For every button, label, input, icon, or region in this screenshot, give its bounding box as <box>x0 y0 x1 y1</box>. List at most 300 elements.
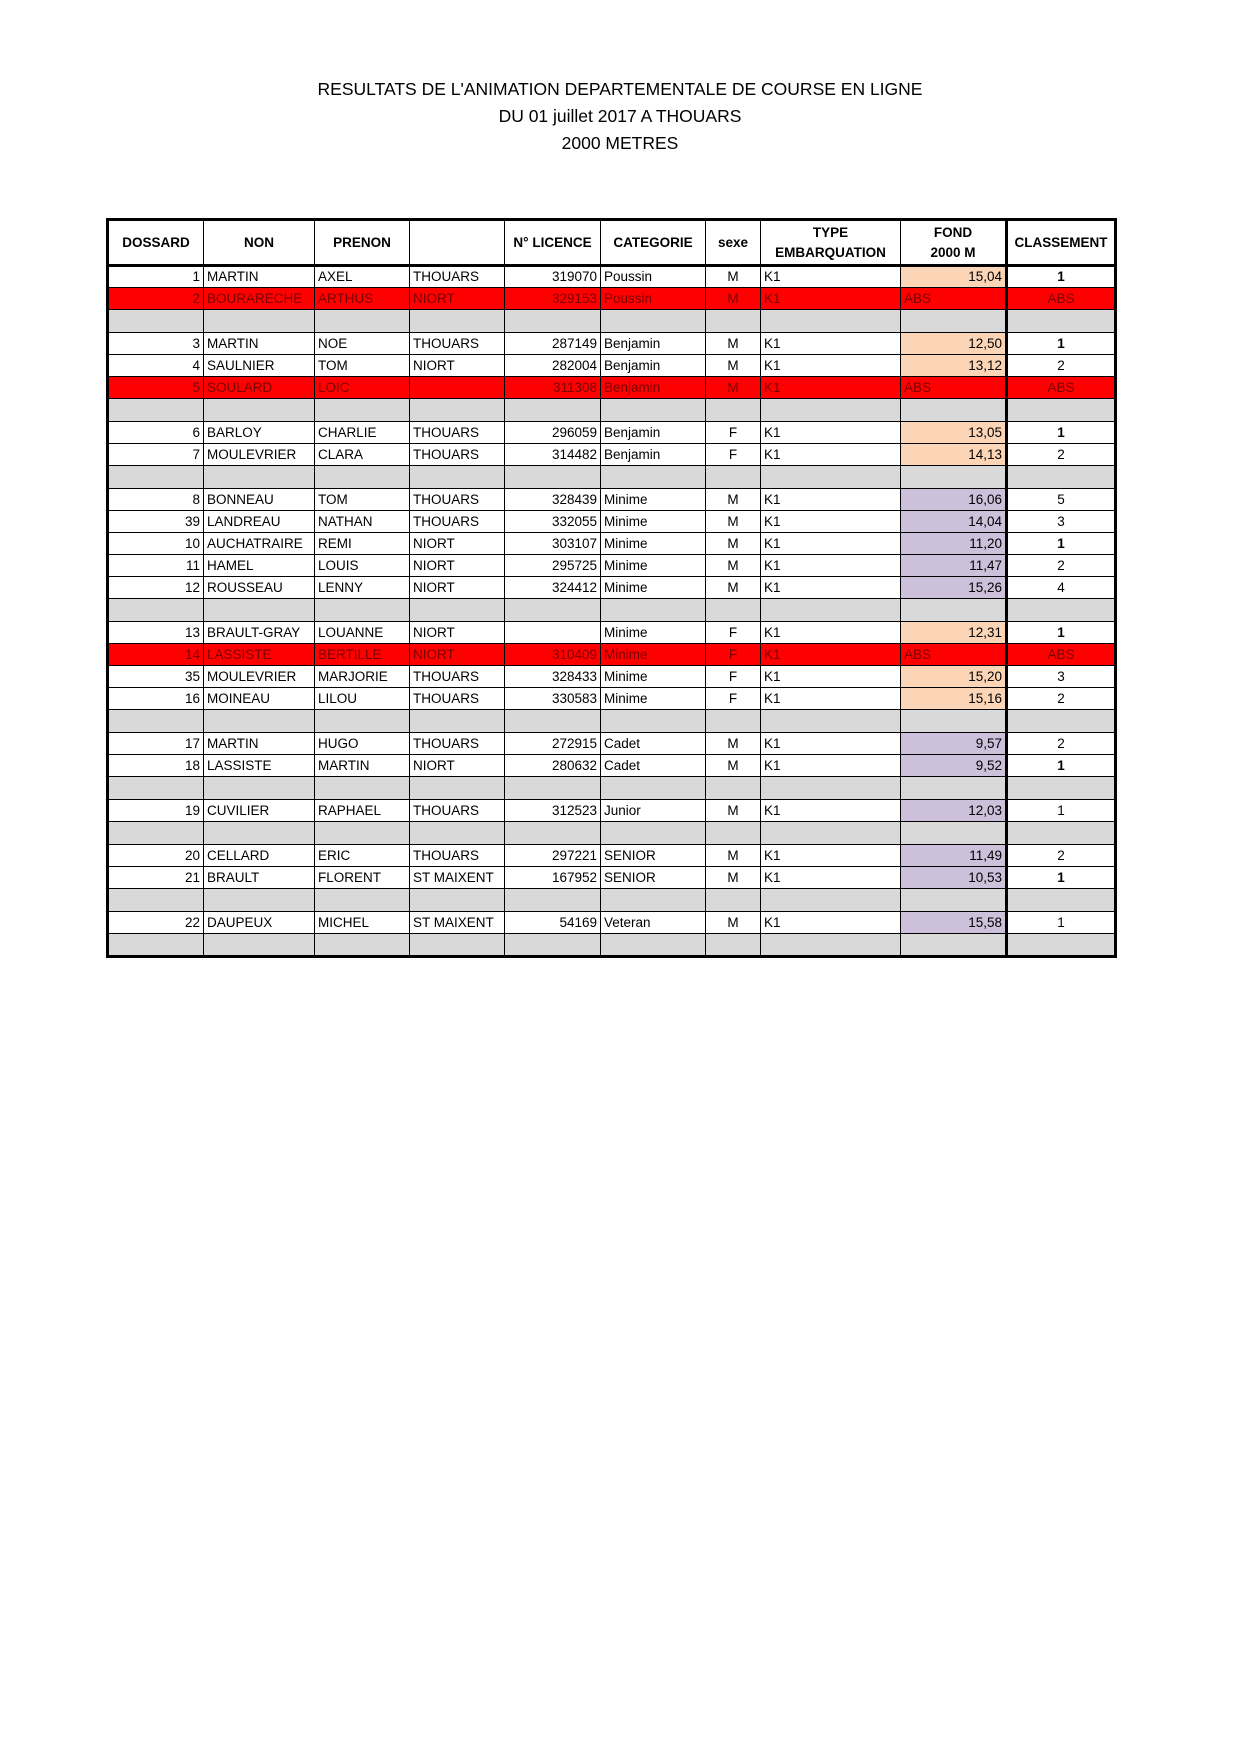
cell-licence: 319070 <box>505 266 601 288</box>
separator-cell <box>1007 310 1116 333</box>
separator-cell <box>1007 599 1116 622</box>
cell-classement: 1 <box>1007 422 1116 444</box>
separator-cell <box>204 934 315 957</box>
cell-type: K1 <box>761 355 901 377</box>
separator-cell <box>706 466 761 489</box>
cell-classement: ABS <box>1007 377 1116 399</box>
cell-classement: 5 <box>1007 489 1116 511</box>
cell-temps: 16,06 <box>901 489 1007 511</box>
cell-type: K1 <box>761 444 901 466</box>
cell-temps: 12,03 <box>901 800 1007 822</box>
title-line-3: 2000 METRES <box>561 133 679 153</box>
separator-row <box>108 310 1116 333</box>
cell-nom: HAMEL <box>204 555 315 577</box>
cell-classement: 2 <box>1007 688 1116 710</box>
separator-cell <box>108 777 204 800</box>
separator-cell <box>410 822 505 845</box>
cell-temps: 11,20 <box>901 533 1007 555</box>
cell-type: K1 <box>761 333 901 355</box>
separator-cell <box>315 466 410 489</box>
cell-nom: LASSISTE <box>204 644 315 666</box>
cell-licence: 328439 <box>505 489 601 511</box>
table-row <box>108 422 1116 444</box>
cell-nom: SOULARD <box>204 377 315 399</box>
header-classement: CLASSEMENT <box>1007 220 1116 266</box>
cell-temps: 11,47 <box>901 555 1007 577</box>
separator-cell <box>410 310 505 333</box>
separator-cell <box>706 399 761 422</box>
cell-temps: ABS <box>901 644 1007 666</box>
cell-type: K1 <box>761 489 901 511</box>
cell-categorie: Minime <box>601 688 706 710</box>
cell-categorie: SENIOR <box>601 867 706 889</box>
cell-nom: MOULEVRIER <box>204 444 315 466</box>
cell-temps: ABS <box>901 288 1007 310</box>
separator-cell <box>761 310 901 333</box>
separator-cell <box>410 399 505 422</box>
table-row <box>108 444 1116 466</box>
cell-licence: 295725 <box>505 555 601 577</box>
separator-row <box>108 710 1116 733</box>
cell-dossard: 6 <box>108 422 204 444</box>
header-club <box>410 220 505 266</box>
separator-cell <box>204 599 315 622</box>
separator-cell <box>410 777 505 800</box>
cell-classement: 1 <box>1007 622 1116 644</box>
cell-club: NIORT <box>410 555 505 577</box>
cell-dossard: 7 <box>108 444 204 466</box>
cell-dossard: 20 <box>108 845 204 867</box>
cell-classement: 1 <box>1007 867 1116 889</box>
separator-cell <box>601 599 706 622</box>
cell-categorie: Minime <box>601 644 706 666</box>
separator-cell <box>761 889 901 912</box>
cell-sexe: M <box>706 577 761 599</box>
header-fond-line-1: FOND <box>933 224 973 240</box>
table-row <box>108 355 1116 377</box>
separator-cell <box>505 399 601 422</box>
separator-cell <box>901 466 1007 489</box>
cell-licence: 330583 <box>505 688 601 710</box>
cell-club: NIORT <box>410 644 505 666</box>
cell-classement: 1 <box>1007 755 1116 777</box>
cell-classement: 1 <box>1007 533 1116 555</box>
cell-licence: 329153 <box>505 288 601 310</box>
cell-licence: 312523 <box>505 800 601 822</box>
cell-licence <box>505 622 601 644</box>
header-row <box>108 220 1116 266</box>
cell-club: ST MAIXENT <box>410 912 505 934</box>
separator-cell <box>108 599 204 622</box>
separator-cell <box>315 310 410 333</box>
cell-prenom: MICHEL <box>315 912 410 934</box>
cell-nom: MOULEVRIER <box>204 666 315 688</box>
cell-dossard: 11 <box>108 555 204 577</box>
cell-type: K1 <box>761 577 901 599</box>
cell-nom: LASSISTE <box>204 755 315 777</box>
cell-type: K1 <box>761 377 901 399</box>
cell-club: ST MAIXENT <box>410 867 505 889</box>
header-type-line-1: TYPE <box>812 224 849 240</box>
cell-prenom: HUGO <box>315 733 410 755</box>
header-fond-line-2: 2000 M <box>930 244 976 260</box>
cell-dossard: 1 <box>108 266 204 288</box>
cell-temps: 10,53 <box>901 867 1007 889</box>
table-row <box>108 555 1116 577</box>
cell-prenom: AXEL <box>315 266 410 288</box>
cell-classement: ABS <box>1007 288 1116 310</box>
cell-dossard: 10 <box>108 533 204 555</box>
cell-sexe: F <box>706 444 761 466</box>
cell-type: K1 <box>761 867 901 889</box>
table-row <box>108 489 1116 511</box>
header-type <box>761 220 901 266</box>
table-row <box>108 333 1116 355</box>
separator-cell <box>901 399 1007 422</box>
cell-dossard: 39 <box>108 511 204 533</box>
cell-nom: AUCHATRAIRE <box>204 533 315 555</box>
cell-temps: 15,58 <box>901 912 1007 934</box>
cell-nom: DAUPEUX <box>204 912 315 934</box>
cell-classement: 3 <box>1007 511 1116 533</box>
title-line-1: RESULTATS DE L'ANIMATION DEPARTEMENTALE DE COURSE EN LIGNE <box>317 79 923 99</box>
separator-cell <box>601 889 706 912</box>
cell-temps: 12,50 <box>901 333 1007 355</box>
cell-nom: LANDREAU <box>204 511 315 533</box>
cell-sexe: M <box>706 845 761 867</box>
cell-categorie: Minime <box>601 511 706 533</box>
cell-categorie: Poussin <box>601 266 706 288</box>
cell-dossard: 19 <box>108 800 204 822</box>
table-row <box>108 688 1116 710</box>
cell-categorie: Benjamin <box>601 377 706 399</box>
separator-cell <box>410 599 505 622</box>
table-row <box>108 800 1116 822</box>
cell-club: THOUARS <box>410 845 505 867</box>
cell-licence: 296059 <box>505 422 601 444</box>
cell-club: THOUARS <box>410 333 505 355</box>
separator-cell <box>1007 710 1116 733</box>
cell-dossard: 12 <box>108 577 204 599</box>
separator-cell <box>761 466 901 489</box>
separator-cell <box>761 822 901 845</box>
cell-club: NIORT <box>410 577 505 599</box>
cell-nom: MARTIN <box>204 733 315 755</box>
separator-cell <box>901 889 1007 912</box>
cell-classement: 1 <box>1007 800 1116 822</box>
separator-cell <box>505 822 601 845</box>
cell-classement: 2 <box>1007 355 1116 377</box>
separator-cell <box>601 310 706 333</box>
cell-type: K1 <box>761 688 901 710</box>
separator-cell <box>1007 466 1116 489</box>
separator-cell <box>706 599 761 622</box>
table-row <box>108 867 1116 889</box>
header-dossard: DOSSARD <box>108 220 204 266</box>
cell-prenom: REMI <box>315 533 410 555</box>
separator-cell <box>204 777 315 800</box>
cell-club: NIORT <box>410 533 505 555</box>
cell-nom: ROUSSEAU <box>204 577 315 599</box>
cell-classement: 3 <box>1007 666 1116 688</box>
cell-type: K1 <box>761 266 901 288</box>
cell-prenom: ERIC <box>315 845 410 867</box>
cell-nom: CUVILIER <box>204 800 315 822</box>
table-row <box>108 755 1116 777</box>
cell-type: K1 <box>761 555 901 577</box>
header-sexe: sexe <box>706 220 761 266</box>
separator-cell <box>761 777 901 800</box>
cell-nom: BRAULT <box>204 867 315 889</box>
separator-cell <box>706 934 761 957</box>
separator-cell <box>108 466 204 489</box>
cell-club: NIORT <box>410 355 505 377</box>
cell-temps: 13,12 <box>901 355 1007 377</box>
absent-row <box>108 644 1116 666</box>
cell-nom: CELLARD <box>204 845 315 867</box>
cell-categorie: Veteran <box>601 912 706 934</box>
separator-cell <box>505 710 601 733</box>
separator-cell <box>410 710 505 733</box>
separator-cell <box>108 399 204 422</box>
separator-cell <box>108 934 204 957</box>
cell-prenom: MARTIN <box>315 755 410 777</box>
separator-cell <box>204 889 315 912</box>
cell-sexe: M <box>706 355 761 377</box>
cell-categorie: SENIOR <box>601 845 706 867</box>
cell-temps: 9,57 <box>901 733 1007 755</box>
separator-cell <box>505 777 601 800</box>
cell-sexe: M <box>706 333 761 355</box>
separator-cell <box>505 889 601 912</box>
cell-nom: BARLOY <box>204 422 315 444</box>
cell-club: THOUARS <box>410 733 505 755</box>
title-line-2: DU 01 juillet 2017 A THOUARS <box>498 106 742 126</box>
cell-temps: 14,04 <box>901 511 1007 533</box>
cell-sexe: M <box>706 288 761 310</box>
separator-row <box>108 466 1116 489</box>
cell-temps: 15,04 <box>901 266 1007 288</box>
cell-prenom: LILOU <box>315 688 410 710</box>
table-row <box>108 622 1116 644</box>
cell-categorie: Cadet <box>601 755 706 777</box>
separator-cell <box>108 310 204 333</box>
cell-club: THOUARS <box>410 688 505 710</box>
separator-cell <box>1007 934 1116 957</box>
cell-classement: 1 <box>1007 266 1116 288</box>
cell-type: K1 <box>761 666 901 688</box>
cell-dossard: 35 <box>108 666 204 688</box>
table-row <box>108 266 1116 288</box>
separator-cell <box>601 710 706 733</box>
document-title <box>0 76 1240 157</box>
absent-row <box>108 377 1116 399</box>
separator-cell <box>204 822 315 845</box>
separator-row <box>108 399 1116 422</box>
cell-dossard: 14 <box>108 644 204 666</box>
cell-type: K1 <box>761 755 901 777</box>
cell-nom: BOURARECHE <box>204 288 315 310</box>
results-table <box>106 218 1117 958</box>
table-row <box>108 733 1116 755</box>
separator-cell <box>1007 777 1116 800</box>
separator-cell <box>315 889 410 912</box>
cell-sexe: M <box>706 912 761 934</box>
cell-nom: MARTIN <box>204 333 315 355</box>
separator-cell <box>410 466 505 489</box>
cell-sexe: M <box>706 555 761 577</box>
cell-dossard: 18 <box>108 755 204 777</box>
cell-type: K1 <box>761 511 901 533</box>
separator-cell <box>108 710 204 733</box>
cell-licence: 287149 <box>505 333 601 355</box>
cell-licence: 310409 <box>505 644 601 666</box>
separator-cell <box>706 710 761 733</box>
cell-club: THOUARS <box>410 422 505 444</box>
cell-licence: 328433 <box>505 666 601 688</box>
header-fond <box>901 220 1007 266</box>
cell-sexe: F <box>706 622 761 644</box>
cell-temps: 14,13 <box>901 444 1007 466</box>
cell-club: NIORT <box>410 622 505 644</box>
cell-nom: BRAULT-GRAY <box>204 622 315 644</box>
cell-type: K1 <box>761 422 901 444</box>
cell-dossard: 2 <box>108 288 204 310</box>
cell-licence: 332055 <box>505 511 601 533</box>
cell-sexe: F <box>706 666 761 688</box>
cell-sexe: M <box>706 800 761 822</box>
cell-licence: 311308 <box>505 377 601 399</box>
separator-cell <box>204 710 315 733</box>
separator-cell <box>1007 889 1116 912</box>
separator-cell <box>901 934 1007 957</box>
cell-club <box>410 377 505 399</box>
cell-dossard: 3 <box>108 333 204 355</box>
separator-row <box>108 934 1116 957</box>
header-nom: NON <box>204 220 315 266</box>
cell-type: K1 <box>761 845 901 867</box>
cell-categorie: Minime <box>601 555 706 577</box>
cell-temps: ABS <box>901 377 1007 399</box>
cell-club: THOUARS <box>410 489 505 511</box>
cell-dossard: 5 <box>108 377 204 399</box>
cell-nom: MARTIN <box>204 266 315 288</box>
cell-club: THOUARS <box>410 266 505 288</box>
separator-cell <box>761 710 901 733</box>
cell-classement: 2 <box>1007 555 1116 577</box>
table-row <box>108 666 1116 688</box>
cell-type: K1 <box>761 644 901 666</box>
cell-licence: 297221 <box>505 845 601 867</box>
separator-cell <box>204 310 315 333</box>
cell-categorie: Minime <box>601 489 706 511</box>
results-body <box>108 266 1116 957</box>
header-categorie: CATEGORIE <box>601 220 706 266</box>
header-type-line-2: EMBARQUATION <box>775 244 886 260</box>
cell-nom: MOINEAU <box>204 688 315 710</box>
cell-sexe: M <box>706 489 761 511</box>
separator-cell <box>706 822 761 845</box>
cell-type: K1 <box>761 533 901 555</box>
cell-prenom: NATHAN <box>315 511 410 533</box>
cell-categorie: Benjamin <box>601 422 706 444</box>
cell-sexe: M <box>706 377 761 399</box>
cell-licence: 303107 <box>505 533 601 555</box>
cell-prenom: FLORENT <box>315 867 410 889</box>
cell-prenom: ARTHUS <box>315 288 410 310</box>
separator-cell <box>315 399 410 422</box>
cell-club: NIORT <box>410 755 505 777</box>
separator-cell <box>1007 822 1116 845</box>
cell-classement: 2 <box>1007 444 1116 466</box>
table-row <box>108 845 1116 867</box>
cell-prenom: TOM <box>315 355 410 377</box>
cell-classement: 1 <box>1007 333 1116 355</box>
table-row <box>108 511 1116 533</box>
cell-categorie: Minime <box>601 533 706 555</box>
separator-cell <box>410 934 505 957</box>
separator-cell <box>108 822 204 845</box>
separator-cell <box>315 710 410 733</box>
cell-licence: 54169 <box>505 912 601 934</box>
cell-prenom: LENNY <box>315 577 410 599</box>
separator-cell <box>315 822 410 845</box>
cell-dossard: 16 <box>108 688 204 710</box>
absent-row <box>108 288 1116 310</box>
separator-cell <box>505 466 601 489</box>
cell-sexe: F <box>706 688 761 710</box>
cell-categorie: Benjamin <box>601 355 706 377</box>
separator-cell <box>204 399 315 422</box>
separator-row <box>108 889 1116 912</box>
separator-cell <box>505 934 601 957</box>
separator-cell <box>761 399 901 422</box>
separator-cell <box>204 466 315 489</box>
separator-cell <box>901 777 1007 800</box>
cell-categorie: Minime <box>601 622 706 644</box>
cell-prenom: MARJORIE <box>315 666 410 688</box>
separator-cell <box>901 822 1007 845</box>
table-row <box>108 533 1116 555</box>
cell-dossard: 17 <box>108 733 204 755</box>
separator-cell <box>505 310 601 333</box>
cell-classement: 2 <box>1007 845 1116 867</box>
cell-temps: 11,49 <box>901 845 1007 867</box>
separator-cell <box>315 934 410 957</box>
cell-dossard: 21 <box>108 867 204 889</box>
table-row <box>108 577 1116 599</box>
header-licence: N° LICENCE <box>505 220 601 266</box>
cell-type: K1 <box>761 912 901 934</box>
cell-licence: 314482 <box>505 444 601 466</box>
cell-type: K1 <box>761 733 901 755</box>
separator-cell <box>601 934 706 957</box>
separator-cell <box>108 889 204 912</box>
cell-type: K1 <box>761 288 901 310</box>
separator-cell <box>706 777 761 800</box>
cell-club: NIORT <box>410 288 505 310</box>
cell-sexe: M <box>706 511 761 533</box>
separator-cell <box>601 399 706 422</box>
cell-dossard: 22 <box>108 912 204 934</box>
separator-cell <box>505 599 601 622</box>
cell-temps: 15,16 <box>901 688 1007 710</box>
cell-prenom: NOE <box>315 333 410 355</box>
cell-sexe: M <box>706 533 761 555</box>
separator-cell <box>601 822 706 845</box>
cell-categorie: Minime <box>601 577 706 599</box>
cell-categorie: Junior <box>601 800 706 822</box>
